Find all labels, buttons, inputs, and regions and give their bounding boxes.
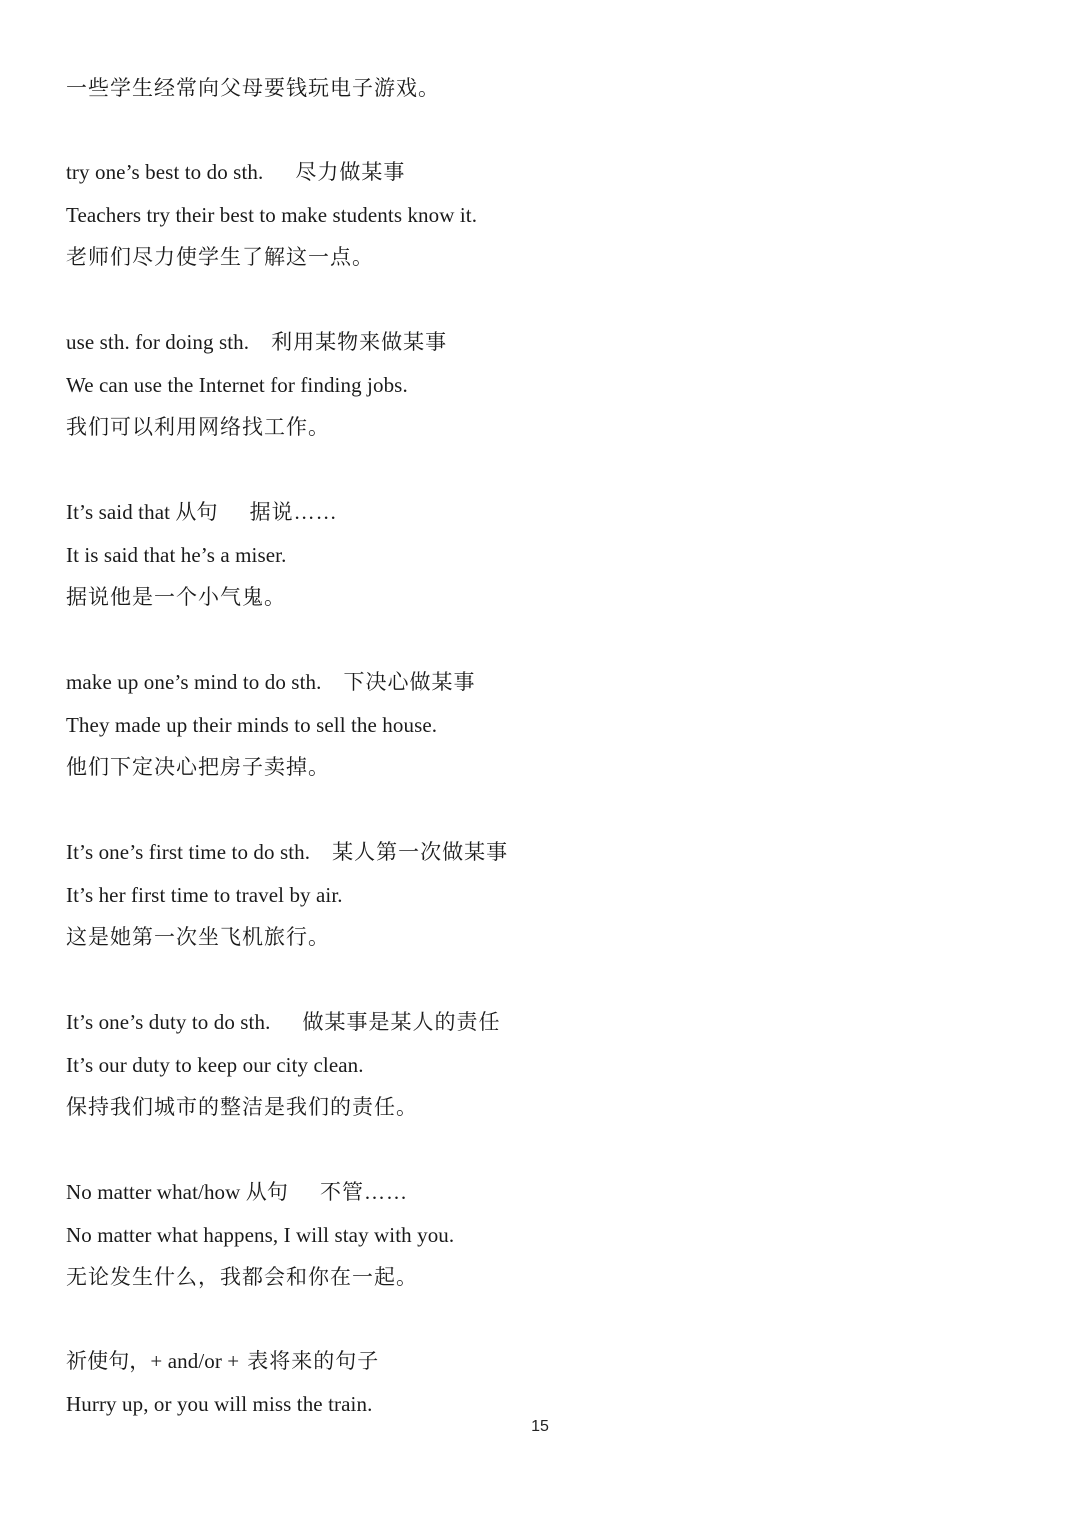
phrase: use sth. for doing sth. xyxy=(66,330,250,354)
phrase-line xyxy=(66,328,447,356)
example-en: It is said that he’s a miser. xyxy=(66,543,287,567)
phrase-line xyxy=(66,498,338,526)
phrase-meaning: 做某事是某人的责任 xyxy=(302,1010,501,1034)
phrase-meaning: 某人第一次做某事 xyxy=(332,840,509,864)
phrase: try one’s best to do sth. xyxy=(66,160,264,184)
phrase: make up one’s mind to do sth. xyxy=(66,670,322,694)
phrase: It’s one’s first time to do sth. xyxy=(66,840,311,864)
example-en: We can use the Internet for finding jobs. xyxy=(66,373,408,397)
phrase: It’s said that 从句 xyxy=(66,500,218,524)
example-zh: 老师们尽力使学生了解这一点。 xyxy=(66,245,374,269)
phrase: It’s one’s duty to do sth. xyxy=(66,1010,271,1034)
example-en: It’s her first time to travel by air. xyxy=(66,883,343,907)
intro-line: 一些学生经常向父母要钱玩电子游戏。 xyxy=(66,76,440,100)
example-zh: 我们可以利用网络找工作。 xyxy=(66,415,330,439)
phrase-meaning: 尽力做某事 xyxy=(295,160,406,184)
example-en: They made up their minds to sell the house. xyxy=(66,713,438,737)
phrase-line xyxy=(66,668,475,696)
example-zh: 据说他是一个小气鬼。 xyxy=(66,585,286,609)
example-en: Hurry up, or you will miss the train. xyxy=(66,1392,373,1416)
page-number: 15 xyxy=(531,1418,549,1435)
example-zh: 保持我们城市的整洁是我们的责任。 xyxy=(66,1095,418,1119)
phrase: 祈使句，+ and/or + xyxy=(66,1349,240,1373)
example-zh: 他们下定决心把房子卖掉。 xyxy=(66,755,330,779)
example-en: Teachers try their best to make students know it. xyxy=(66,203,478,227)
phrase: No matter what/how 从句 xyxy=(66,1180,288,1204)
phrase-meaning: 下决心做某事 xyxy=(343,670,476,694)
example-zh: 这是她第一次坐飞机旅行。 xyxy=(66,925,330,949)
phrase-meaning: 利用某物来做某事 xyxy=(271,330,448,354)
phrase-meaning: 据说…… xyxy=(249,500,338,524)
phrase-line xyxy=(66,158,405,186)
example-zh: 无论发生什么，我都会和你在一起。 xyxy=(66,1265,418,1289)
phrase-meaning: 表将来的句子 xyxy=(247,1349,380,1373)
example-en: It’s our duty to keep our city clean. xyxy=(66,1053,364,1077)
phrase-line xyxy=(66,1008,500,1036)
example-en: No matter what happens, I will stay with you. xyxy=(66,1223,455,1247)
phrase-line xyxy=(66,838,508,866)
phrase-meaning: 不管…… xyxy=(319,1180,408,1204)
phrase-line xyxy=(66,1347,379,1375)
phrase-line xyxy=(66,1178,408,1206)
